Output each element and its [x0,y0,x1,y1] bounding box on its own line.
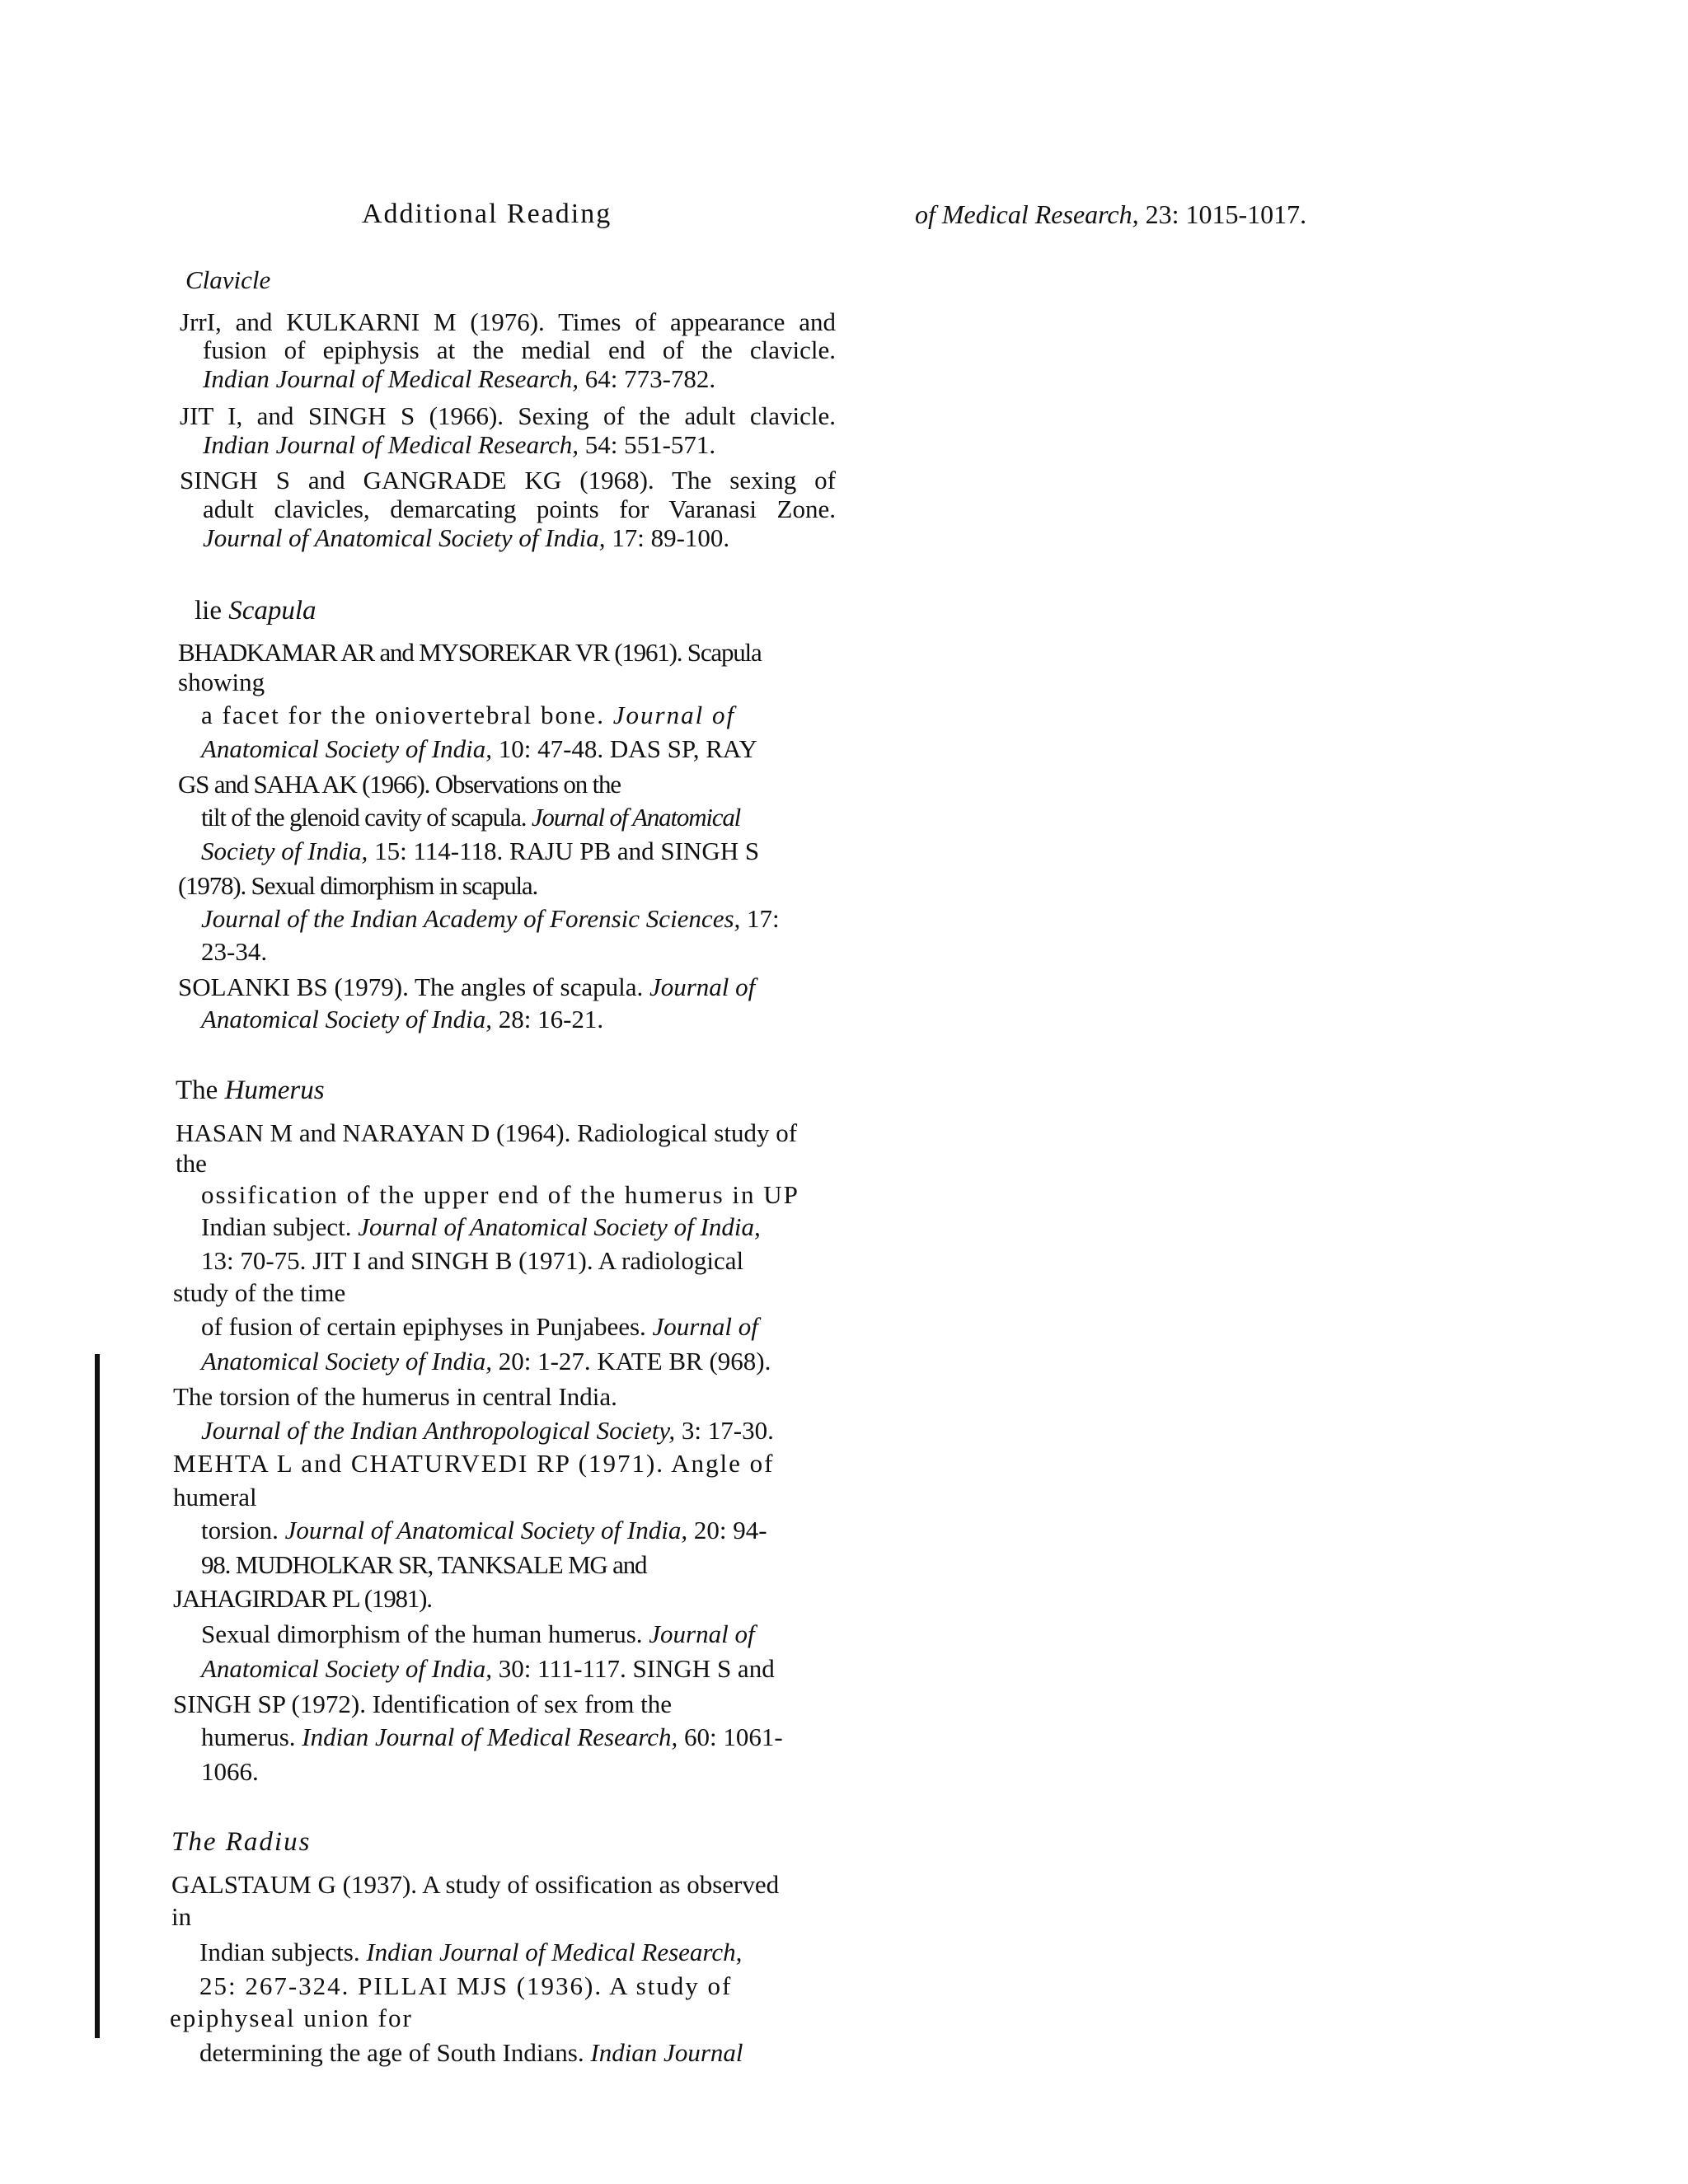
reference-line: 1066. [201,1757,259,1786]
reference-line: JAHAGIRDAR PL (1981). [173,1584,432,1613]
reference-line: The torsion of the humerus in central India. [173,1382,617,1411]
reference-line: study of the time [173,1278,346,1307]
reference-line: the [176,1149,207,1178]
reference-line: 23-34. [201,937,268,966]
reference-line: SOLANKI BS (1979). The angles of scapula. Journal of [178,972,756,1001]
reference-line: humeral [173,1483,257,1511]
reference-line: JrrI, and KULKARNI M (1976). Times of appearance and [180,307,836,336]
reference-line: Anatomical Society of India, 20: 1-27. KATE BR (968). [201,1347,771,1376]
reference-line: in [171,1902,192,1931]
reference-line: GS and SAHA AK (1966). Observations on the [178,770,621,799]
reference-line: Indian subject. Journal of Anatomical Society of India, [201,1212,761,1241]
reference-line: Sexual dimorphism of the human humerus. Journal of [201,1619,755,1648]
section-title-radius: The Radius [171,1827,312,1857]
reference-line: Indian Journal of Medical Research, 54: 551-571. [203,430,716,459]
reference-line: adult clavicles, demarcating points for Varanasi Zone. [203,494,836,523]
reference-line: tilt of the glenoid cavity of scapula. Journal of Anatomical [201,803,741,832]
section-title-clavicle: Clavicle [185,265,271,294]
margin-bar [95,1354,100,2038]
reference-line: torsion. Journal of Anatomical Society of India, 20: 94- [201,1516,767,1544]
reference-line: JIT I, and SINGH S (1966). Sexing of the adult clavicle. [180,401,836,430]
reference-line: epiphyseal union for [170,2004,413,2032]
reference-line: Indian subjects. Indian Journal of Medical Research, [199,1938,743,1966]
reference-line: HASAN M and NARAYAN D (1964). Radiological study of [176,1118,798,1147]
reference-line: Journal of the Indian Academy of Forensic Sciences, 17: [201,904,780,933]
reference-line: GALSTAUM G (1937). A study of ossification as observed [171,1870,780,1899]
reference-line: 13: 70-75. JIT I and SINGH B (1971). A radiological [201,1246,744,1275]
reference-line: MEHTA L and CHATURVEDI RP (1971). Angle of [173,1449,775,1478]
reference-line: Anatomical Society of India, 28: 16-21. [201,1005,604,1033]
reference-line: Journal of the Indian Anthropological Society, 3: 17-30. [201,1416,774,1445]
reference-line: Society of India, 15: 114-118. RAJU PB and SINGH S [201,837,760,865]
page-heading: Additional Reading [362,199,612,229]
reference-line: determining the age of South Indians. Indian Journal [199,2038,743,2067]
reference-line: Anatomical Society of India, 30: 111-117. SINGH S and [201,1654,775,1683]
reference-line: of fusion of certain epiphyses in Punjabees. Journal of [201,1312,758,1341]
reference-line: 25: 267-324. PILLAI MJS (1936). A study of [199,1971,733,2000]
reference-line: Indian Journal of Medical Research, 64: 773-782. [203,364,716,393]
reference-line: BHADKAMAR AR and MYSOREKAR VR (1961). Scapula [178,638,762,667]
reference-line: humerus. Indian Journal of Medical Research, 60: 1061- [201,1722,783,1751]
reference-line: ossification of the upper end of the humerus in UP [201,1180,799,1209]
reference-line: 98. MUDHOLKAR SR, TANKSALE MG and [201,1550,647,1579]
reference-line: SINGH SP (1972). Identification of sex from the [173,1690,672,1718]
reference-line: showing [178,668,265,696]
reference-line: Anatomical Society of India, 10: 47-48. DAS SP, RAY [201,734,757,763]
reference-line: SINGH S and GANGRADE KG (1968). The sexing of [180,466,836,494]
reference-line: a facet for the oniovertebral bone. Journal of [201,701,736,729]
reference-line: fusion of epiphysis at the medial end of the clavicle. [203,335,836,364]
reference-line: Journal of Anatomical Society of India, 17: 89-100. [203,523,730,552]
section-title-scapula: lie Scapula [195,596,316,626]
reference-line: (1978). Sexual dimorphism in scapula. [178,871,538,900]
section-title-humerus: The Humerus [176,1076,325,1105]
right-column-line: of Medical Research, 23: 1015-1017. [915,199,1307,229]
